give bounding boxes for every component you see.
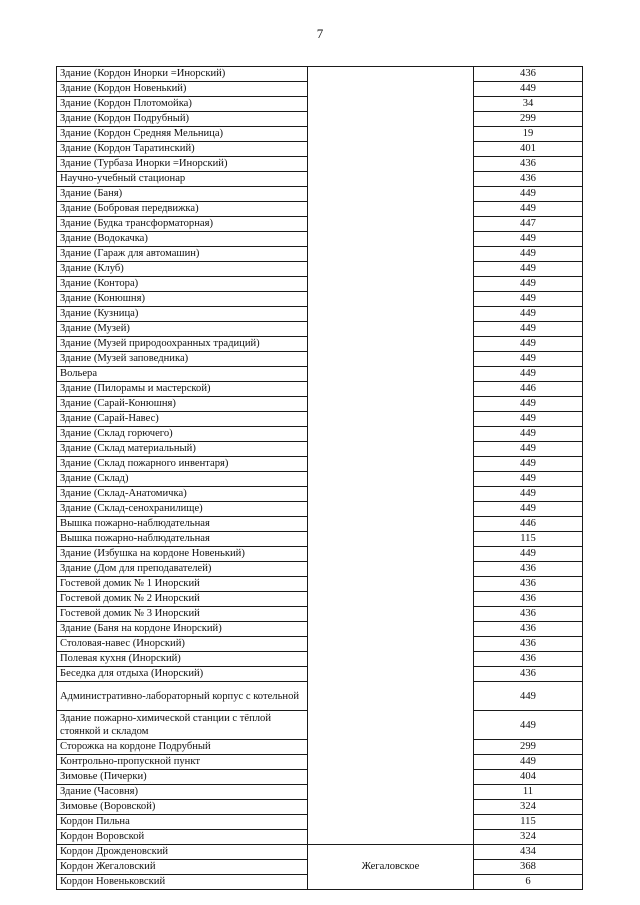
object-value-cell: 449 bbox=[474, 262, 583, 277]
object-name-cell: Вышка пожарно-наблюдательная bbox=[57, 517, 308, 532]
object-value-cell: 115 bbox=[474, 815, 583, 830]
object-value-cell: 115 bbox=[474, 532, 583, 547]
object-name-cell: Зимовье (Воровской) bbox=[57, 800, 308, 815]
object-value-cell: 449 bbox=[474, 352, 583, 367]
object-value-cell: 449 bbox=[474, 187, 583, 202]
object-name-cell: Здание (Кордон Инорки =Инорский) bbox=[57, 67, 308, 82]
object-name-cell: Здание (Гараж для автомашин) bbox=[57, 247, 308, 262]
table-row bbox=[57, 67, 583, 82]
object-value-cell: 434 bbox=[474, 845, 583, 860]
object-value-cell: 324 bbox=[474, 800, 583, 815]
object-value-cell: 449 bbox=[474, 442, 583, 457]
object-value-cell: 449 bbox=[474, 755, 583, 770]
object-value-cell: 299 bbox=[474, 112, 583, 127]
object-value-cell: 436 bbox=[474, 577, 583, 592]
object-value-cell: 436 bbox=[474, 562, 583, 577]
object-value-cell: 436 bbox=[474, 667, 583, 682]
object-name-cell: Столовая-навес (Инорский) bbox=[57, 637, 308, 652]
object-name-cell: Здание (Будка трансформаторная) bbox=[57, 217, 308, 232]
object-value-cell: 447 bbox=[474, 217, 583, 232]
object-name-cell: Беседка для отдыха (Инорский) bbox=[57, 667, 308, 682]
object-name-cell: Гостевой домик № 1 Инорский bbox=[57, 577, 308, 592]
object-name-cell: Кордон Пильна bbox=[57, 815, 308, 830]
object-value-cell: 436 bbox=[474, 67, 583, 82]
object-value-cell: 449 bbox=[474, 292, 583, 307]
object-value-cell: 11 bbox=[474, 785, 583, 800]
object-value-cell: 449 bbox=[474, 232, 583, 247]
object-value-cell: 449 bbox=[474, 322, 583, 337]
object-value-cell: 449 bbox=[474, 711, 583, 740]
object-name-cell: Здание (Бобровая передвижка) bbox=[57, 202, 308, 217]
object-name-cell: Вольера bbox=[57, 367, 308, 382]
object-name-cell: Здание (Баня на кордоне Инорский) bbox=[57, 622, 308, 637]
object-name-cell: Контрольно-пропускной пункт bbox=[57, 755, 308, 770]
object-name-cell: Кордон Жегаловский bbox=[57, 860, 308, 875]
object-name-cell: Здание (Кордон Таратинский) bbox=[57, 142, 308, 157]
page-number: 7 bbox=[316, 26, 324, 41]
object-value-cell: 449 bbox=[474, 247, 583, 262]
object-name-cell: Здание (Дом для преподавателей) bbox=[57, 562, 308, 577]
object-value-cell: 449 bbox=[474, 547, 583, 562]
object-value-cell: 449 bbox=[474, 367, 583, 382]
object-name-cell: Административно-лабораторный корпус с котельной bbox=[57, 682, 308, 711]
object-name-cell: Здание (Музей заповедника) bbox=[57, 352, 308, 367]
object-name-cell: Здание (Турбаза Инорки =Инорский) bbox=[57, 157, 308, 172]
object-value-cell: 449 bbox=[474, 412, 583, 427]
object-value-cell: 436 bbox=[474, 622, 583, 637]
object-value-cell: 6 bbox=[474, 875, 583, 890]
object-name-cell: Здание пожарно-химической станции с тёплой стоянкой и складом bbox=[57, 711, 308, 740]
object-name-cell: Здание (Кордон Средняя Мельница) bbox=[57, 127, 308, 142]
object-name-cell: Здание (Музей природоохранных традиций) bbox=[57, 337, 308, 352]
object-value-cell: 449 bbox=[474, 202, 583, 217]
object-value-cell: 449 bbox=[474, 472, 583, 487]
object-name-cell: Здание (Склад-сенохранилище) bbox=[57, 502, 308, 517]
object-name-cell: Кордон Новеньковский bbox=[57, 875, 308, 890]
object-name-cell: Здание (Контора) bbox=[57, 277, 308, 292]
object-name-cell: Здание (Сарай-Конюшня) bbox=[57, 397, 308, 412]
object-value-cell: 19 bbox=[474, 127, 583, 142]
object-value-cell: 436 bbox=[474, 607, 583, 622]
object-name-cell: Здание (Баня) bbox=[57, 187, 308, 202]
object-value-cell: 446 bbox=[474, 517, 583, 532]
object-name-cell: Здание (Кузница) bbox=[57, 307, 308, 322]
object-name-cell: Здание (Сарай-Навес) bbox=[57, 412, 308, 427]
object-value-cell: 436 bbox=[474, 157, 583, 172]
object-value-cell: 449 bbox=[474, 487, 583, 502]
object-name-cell: Полевая кухня (Инорский) bbox=[57, 652, 308, 667]
objects-table bbox=[56, 66, 583, 890]
object-value-cell: 401 bbox=[474, 142, 583, 157]
object-value-cell: 449 bbox=[474, 682, 583, 711]
object-name-cell: Зимовье (Пичерки) bbox=[57, 770, 308, 785]
object-name-cell: Здание (Конюшня) bbox=[57, 292, 308, 307]
object-name-cell: Здание (Склад пожарного инвентаря) bbox=[57, 457, 308, 472]
object-value-cell: 449 bbox=[474, 277, 583, 292]
object-value-cell: 449 bbox=[474, 82, 583, 97]
object-name-cell: Здание (Пилорамы и мастерской) bbox=[57, 382, 308, 397]
object-value-cell: 368 bbox=[474, 860, 583, 875]
object-value-cell: 299 bbox=[474, 740, 583, 755]
object-value-cell: 436 bbox=[474, 652, 583, 667]
object-value-cell: 449 bbox=[474, 457, 583, 472]
object-name-cell: Здание (Склад) bbox=[57, 472, 308, 487]
object-value-cell: 404 bbox=[474, 770, 583, 785]
object-name-cell: Сторожка на кордоне Подрубный bbox=[57, 740, 308, 755]
object-value-cell: 324 bbox=[474, 830, 583, 845]
object-name-cell: Здание (Кордон Новенький) bbox=[57, 82, 308, 97]
object-name-cell: Здание (Склад-Анатомичка) bbox=[57, 487, 308, 502]
locality-cell-empty bbox=[308, 67, 474, 845]
table-row bbox=[57, 845, 583, 860]
object-value-cell: 449 bbox=[474, 337, 583, 352]
object-name-cell: Здание (Кордон Плотомойка) bbox=[57, 97, 308, 112]
object-value-cell: 446 bbox=[474, 382, 583, 397]
object-name-cell: Здание (Водокачка) bbox=[57, 232, 308, 247]
object-value-cell: 436 bbox=[474, 592, 583, 607]
object-name-cell: Здание (Кордон Подрубный) bbox=[57, 112, 308, 127]
object-value-cell: 449 bbox=[474, 427, 583, 442]
object-value-cell: 436 bbox=[474, 172, 583, 187]
object-value-cell: 449 bbox=[474, 307, 583, 322]
object-name-cell: Кордон Дрожденовский bbox=[57, 845, 308, 860]
object-name-cell: Здание (Часовня) bbox=[57, 785, 308, 800]
object-name-cell: Здание (Клуб) bbox=[57, 262, 308, 277]
locality-cell: Жегаловское bbox=[308, 845, 474, 890]
object-value-cell: 449 bbox=[474, 502, 583, 517]
object-name-cell: Здание (Склад горючего) bbox=[57, 427, 308, 442]
object-value-cell: 436 bbox=[474, 637, 583, 652]
object-name-cell: Здание (Избушка на кордоне Новенький) bbox=[57, 547, 308, 562]
object-name-cell: Кордон Воровской bbox=[57, 830, 308, 845]
object-name-cell: Научно-учебный стационар bbox=[57, 172, 308, 187]
object-name-cell: Здание (Музей) bbox=[57, 322, 308, 337]
object-name-cell: Вышка пожарно-наблюдательная bbox=[57, 532, 308, 547]
object-value-cell: 449 bbox=[474, 397, 583, 412]
object-name-cell: Гостевой домик № 3 Инорский bbox=[57, 607, 308, 622]
object-name-cell: Здание (Склад материальный) bbox=[57, 442, 308, 457]
object-name-cell: Гостевой домик № 2 Инорский bbox=[57, 592, 308, 607]
object-value-cell: 34 bbox=[474, 97, 583, 112]
